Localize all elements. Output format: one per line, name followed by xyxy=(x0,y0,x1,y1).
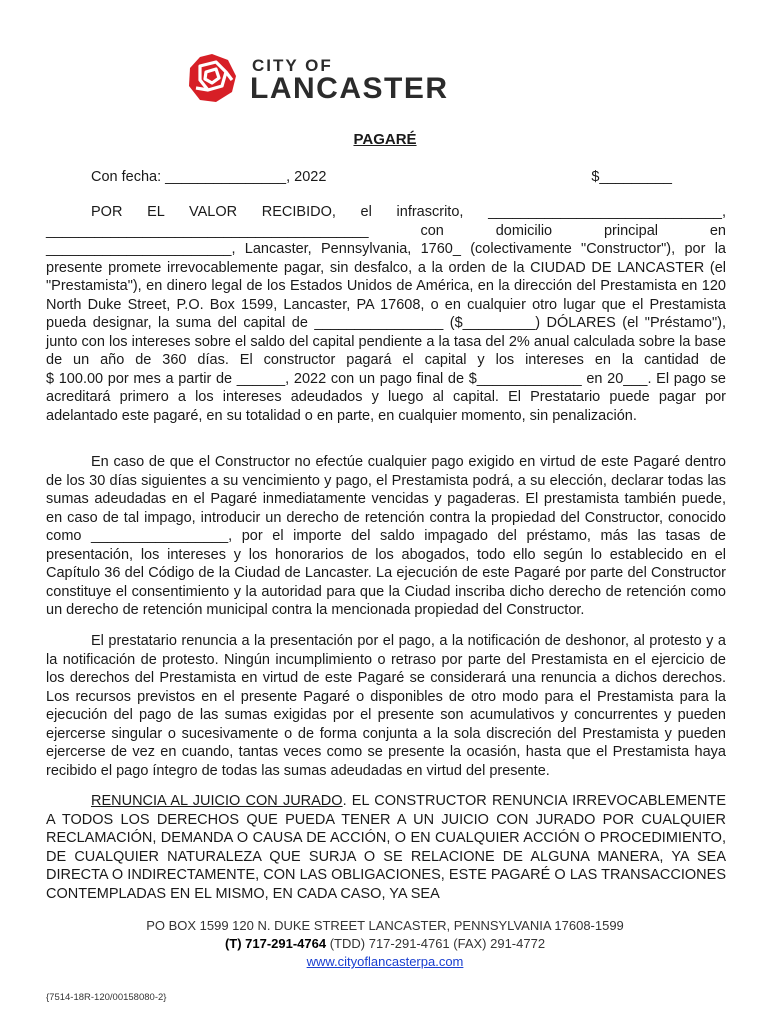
date-field-label: Con fecha: _______________, 2022 xyxy=(91,169,327,185)
jury-waiver-text: . EL CONSTRUCTOR RENUNCIA IRREVOCABLEMENTE A TODOS LOS DERECHOS QUE PUEDA TENER A UN JUICIO CON JURADO POR CUALQUIER RECLAMACIÓN, DEMANDA O CAUSA DE ACCIÓN, O EN CUALQUIER ACCIÓN O PROCEDIMIENTO, DE CUALQUIER NATURALEZA QUE SURJA O SE RELACIONE DE ALGUNA MANERA, YA SEA DIRECTA O INDIRECTAMENTE, CON LAS OBLIGACIONES, ESTE PAGARÉ O LAS TRANSACCIONES CONTEMPLADAS EN EL MISMO, EN CADA CASO, YA SEA xyxy=(46,793,726,902)
rose-emblem-icon xyxy=(186,52,238,104)
document-code: {7514-18R-120/00158080-2} xyxy=(46,992,167,1003)
footer-phone-other: (TDD) 717-291-4761 (FAX) 291-4772 xyxy=(326,936,546,951)
paragraph-promise-opening: POR EL VALOR RECIBIDO, el infrascrito, _____________________________, ________________________________________ con domicilio principal en xyxy=(46,204,726,239)
city-logo xyxy=(186,50,466,110)
amount-field: $_________ xyxy=(591,169,672,185)
document-title: PAGARÉ xyxy=(353,131,417,148)
paragraph-promise xyxy=(46,203,726,425)
paragraph-promise-body: _______________________, Lancaster, Pennsylvania, 1760_ (colectivamente "Constructor"), por la presente promete irrevocablemente pagar, sin desfalco, a la orden de la CIUDAD DE LANCASTER (el "Prestamista"), en dinero legal de los Estados Unidos de América, en la dirección del Prestamista en 120 North Duke Street, P.O. Box 1599, Lancaster, PA 17608, o en cualquier otro lugar que el Prestamista pueda designar, la suma del capital de ________________ ($_________) DÓLARES (el "Préstamo"), junto con los intereses sobre el saldo del capital pendiente a la tasa del 2% anual calculada sobre la base de un año de 360 días. El constructor pagará el capital y los intereses en la cantidad de xyxy=(46,241,726,368)
paragraph-default: En caso de que el Constructor no efectúe cualquier pago exigido en virtud de este Pagaré dentro de los 30 días siguientes a su vencimiento y pago, el Prestamista podrá, a su elección, declarar todas las sumas adeudadas en el Pagaré inmediatamente vencidas y pagaderas. El prestamista también puede, en caso de tal impago, introducir un derecho de retención contra la propiedad del Constructor, conocido como _________________, por el importe del saldo impagado del préstamo, más las tasas de presentación, los intereses y los honorarios de los abogados, todo ello según lo establecido en el Capítulo 36 del Código de la Ciudad de Lancaster. La ejecución de este Pagaré por parte del Constructor constituye el consentimiento y la autoridad para que la Ciudad inscriba dicho derecho de retención como un derecho de retención municipal contra la mencionada propiedad del Constructor. xyxy=(46,454,726,618)
paragraph-promise-terms: $ 100.00 por mes a partir de ______, 2022 con un pago final de $_____________ en 20___. El pago se acreditará primero a los intereses adeudados y luego al capital. El Prestatario puede pagar por adelantado este pagaré, en su totalidad o en parte, en cualquier momento, sin penalización. xyxy=(46,370,726,424)
footer-website-link[interactable]: www.cityoflancasterpa.com xyxy=(306,954,464,969)
footer-phone-main: (T) 717-291-4764 xyxy=(224,936,327,951)
footer xyxy=(0,917,770,971)
footer-phones xyxy=(0,935,770,953)
jury-waiver-heading: RENUNCIA AL JUICIO CON JURADO xyxy=(91,793,343,809)
logo-text-lancaster: LANCASTER xyxy=(250,72,449,105)
paragraph-jury-waiver xyxy=(46,792,726,903)
footer-address: PO BOX 1599 120 N. DUKE STREET LANCASTER, PENNSYLVANIA 17608-1599 xyxy=(146,918,624,933)
paragraph-waiver: El prestatario renuncia a la presentación por el pago, a la notificación de deshonor, al protesto y a la notificación de protesto. Ningún incumplimiento o retraso por parte del Prestamista en el ejercicio de los derechos del Prestamista en virtud de este Pagaré se considerará una renuncia a dichos derechos. Los recursos previstos en el presente Pagaré o disponibles de otro modo para el Prestamista para la ejecución del pago de las sumas exigidas por el presente son acumulativos y concurrentes y pueden ejercerse singular o sucesivamente o de forma conjunta a la sola discreción del Prestamista y pueden ejercerse de vez en cuando, tantas veces como se presente la ocasión, hasta que el Prestamista haya recibido el pago íntegro de todas las sumas adeudadas en virtud del presente. xyxy=(46,633,726,779)
date-line xyxy=(91,169,672,185)
logo-text-city-of: CITY OF xyxy=(252,56,333,75)
